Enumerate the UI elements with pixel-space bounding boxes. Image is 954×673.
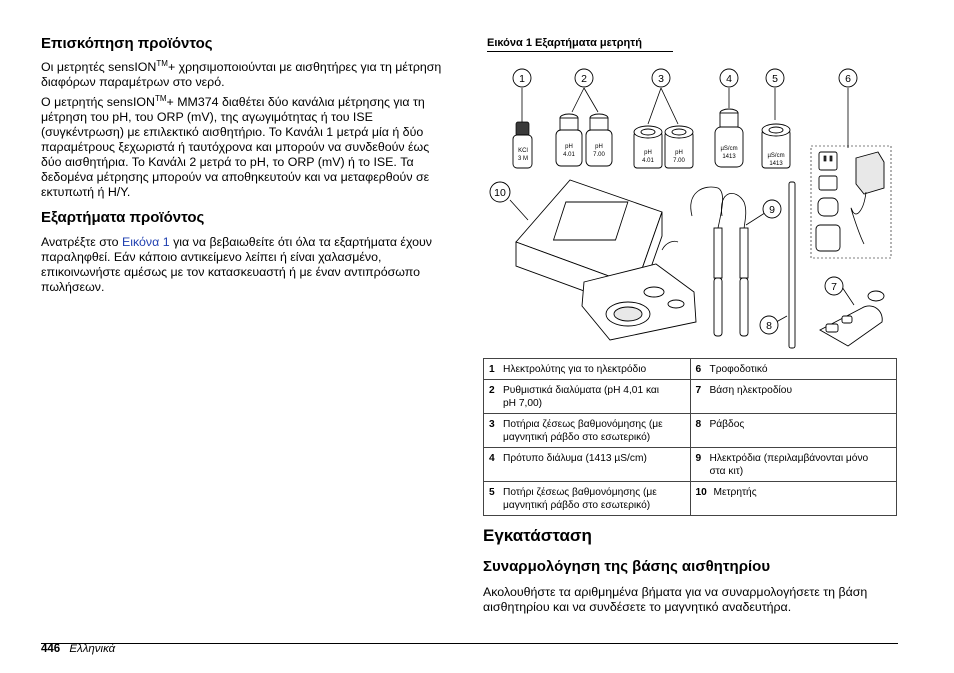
item-description: Ποτήρι ζέσεως βαθμονόμησης (με bbox=[503, 487, 657, 498]
item-number: 4 bbox=[489, 453, 495, 464]
meter-device bbox=[516, 180, 696, 340]
table-cell-right bbox=[690, 380, 897, 414]
callout-4: 4 bbox=[726, 73, 732, 85]
item-description: Ποτήρια ζέσεως βαθμονόμησης (με bbox=[503, 419, 663, 430]
item-number: 1 bbox=[489, 364, 495, 375]
callout-9: 9 bbox=[769, 204, 775, 216]
item-number: 5 bbox=[489, 487, 495, 498]
conductivity-standard-bottle bbox=[715, 109, 743, 167]
callout-7: 7 bbox=[831, 281, 837, 293]
parts-table bbox=[483, 358, 897, 516]
assembly-paragraph: Ακολουθήστε τα αριθμημένα βήματα για να συναρμολογήσετε τη βάση αισθητηρίου και να συνδέσετε το μαγνητικό αναδευτήρα. bbox=[483, 585, 868, 614]
item-number: 6 bbox=[695, 364, 702, 375]
item-number: 8 bbox=[695, 419, 702, 430]
meter-components-illustration bbox=[486, 60, 896, 352]
table-row bbox=[484, 448, 897, 482]
overview-heading: Επισκόπηση προϊόντος bbox=[41, 35, 213, 52]
callout-5: 5 bbox=[772, 73, 778, 85]
table-cell-right bbox=[690, 448, 897, 482]
item-description: Βάση ηλεκτροδίου bbox=[709, 385, 793, 396]
footer-rule bbox=[41, 643, 898, 644]
components-heading: Εξαρτήματα προϊόντος bbox=[41, 209, 205, 226]
installation-heading: Εγκατάσταση bbox=[483, 526, 592, 545]
svg-text:pH: pH bbox=[644, 150, 652, 156]
table-cell-left bbox=[484, 380, 691, 414]
calibration-beakers bbox=[634, 126, 693, 168]
svg-text:1413: 1413 bbox=[722, 154, 736, 160]
svg-text:KCl: KCl bbox=[518, 148, 528, 154]
table-row bbox=[484, 359, 897, 380]
conductivity-beaker bbox=[762, 124, 790, 168]
item-number: 9 bbox=[695, 453, 702, 464]
figure-1-link[interactable]: Εικόνα 1 bbox=[121, 235, 170, 249]
svg-text:pH: pH bbox=[675, 150, 683, 156]
callout-2: 2 bbox=[581, 73, 587, 85]
item-number: 3 bbox=[489, 419, 495, 430]
table-cell-left bbox=[484, 448, 691, 482]
item-description: Ηλεκτρολύτης για το ηλεκτρόδιο bbox=[503, 364, 647, 375]
callout-6: 6 bbox=[845, 73, 851, 85]
table-row bbox=[484, 482, 897, 516]
table-cell-left bbox=[484, 482, 691, 516]
item-description: Πρότυπο διάλυμα (1413 µS/cm) bbox=[503, 453, 647, 464]
svg-text:pH: pH bbox=[595, 144, 603, 150]
svg-text:1413: 1413 bbox=[769, 161, 783, 167]
item-number: 2 bbox=[489, 385, 495, 396]
svg-text:4.01: 4.01 bbox=[642, 158, 654, 164]
overview-paragraph-1: Οι μετρητές sensION™+ χρησιμοποιούνται με αισθητήρες για τη μέτρηση διαφόρων παραμέτρων στο νερό. bbox=[41, 58, 442, 89]
svg-text:4.01: 4.01 bbox=[563, 152, 575, 158]
figure-caption: Εικόνα 1 Εξαρτήματα μετρητή bbox=[487, 37, 673, 52]
table-cell-left bbox=[484, 414, 691, 448]
svg-text:3 M: 3 M bbox=[517, 156, 529, 162]
item-description: στα κιτ) bbox=[709, 466, 744, 477]
item-number: 7 bbox=[695, 385, 702, 396]
table-cell-right bbox=[690, 414, 897, 448]
item-description: Μετρητής bbox=[713, 487, 757, 498]
power-supply bbox=[811, 146, 891, 258]
svg-text:pH: pH bbox=[565, 144, 573, 150]
footer-language: Ελληνικά bbox=[69, 643, 116, 655]
support-rod bbox=[789, 182, 795, 348]
electrodes bbox=[691, 187, 748, 336]
table-cell-right bbox=[690, 359, 897, 380]
table-cell-left bbox=[484, 359, 691, 380]
svg-text:7.00: 7.00 bbox=[673, 158, 685, 164]
item-description: Ρυθμιστικά διαλύματα (pH 4,01 και bbox=[503, 385, 660, 396]
item-description: μαγνητική ράβδο στο εσωτερικό) bbox=[503, 500, 651, 511]
footer bbox=[41, 643, 115, 655]
table-row bbox=[484, 414, 897, 448]
components-paragraph: Ανατρέξτε στο Εικόνα 1 για να βεβαιωθείτε ότι όλα τα εξαρτήματα έχουν παραληφθεί. Εάν κάποιο αντικείμενο λείπει ή είναι χαλασμένο, επικοινωνήστε αμέσως με τον κατασκευαστή ή με έναν αντιπρόσωπο πωλήσεων. bbox=[41, 235, 432, 294]
page-number: 446 bbox=[41, 643, 61, 655]
callout-1: 1 bbox=[519, 73, 525, 85]
callout-10: 10 bbox=[494, 187, 506, 199]
svg-text:µS/cm: µS/cm bbox=[720, 146, 738, 152]
item-number: 10 bbox=[695, 487, 707, 498]
item-description: μαγνητική ράβδο στο εσωτερικό) bbox=[503, 432, 651, 443]
svg-text:µS/cm: µS/cm bbox=[767, 153, 785, 159]
item-description: Ράβδος bbox=[709, 419, 745, 430]
callout-3: 3 bbox=[658, 73, 664, 85]
table-cell-right bbox=[690, 482, 897, 516]
table-row bbox=[484, 380, 897, 414]
callout-8: 8 bbox=[766, 320, 772, 332]
item-description: Ηλεκτρόδια (περιλαμβάνονται μόνο bbox=[709, 453, 869, 464]
assembly-heading: Συναρμολόγηση της βάσης αισθητηρίου bbox=[483, 558, 771, 575]
buffer-bottles bbox=[556, 114, 612, 166]
svg-text:7.00: 7.00 bbox=[593, 152, 605, 158]
item-description: Τροφοδοτικό bbox=[709, 364, 768, 375]
item-description: pH 7,00) bbox=[503, 398, 543, 409]
overview-paragraph-2: Ο μετρητής sensION™+ MM374 διαθέτει δύο κανάλια μέτρησης για τη μέτρηση του pH, του ORP (mV), της αγωγιμότητας ή του ISE (συγκέντρωση) με επιλεκτικό αισθητήριο. Το Κανάλι 1 μετρά μία ή δύο παραμέτρους ξεχωριστά ή ταυτόχρονα και μπορούν να συνδεθούν έως δύο αισθητήρια. Το Κανάλι 2 μετρά το pH, το ORP (mV) ή το ISE. Τα δεδομένα μέτρησης μπορούν να αποθηκευτούν και να μεταφερθούν σε εκτυπωτή ή Η/Υ. bbox=[41, 93, 430, 199]
electrode-holder bbox=[820, 291, 884, 346]
electrolyte-bottle bbox=[513, 122, 532, 168]
